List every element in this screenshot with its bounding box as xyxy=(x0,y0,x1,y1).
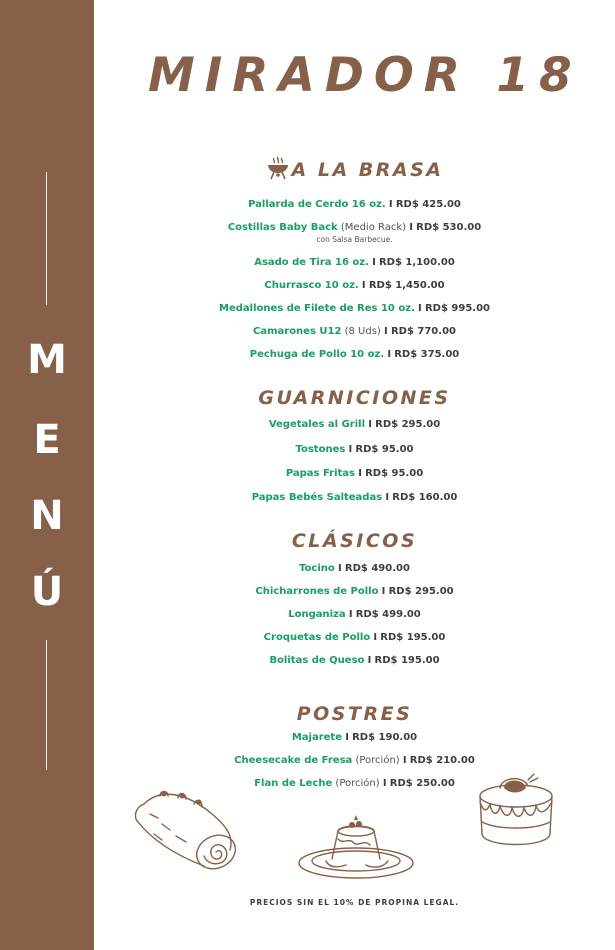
item-separator: I xyxy=(381,586,386,597)
item-separator: I xyxy=(387,349,392,360)
item-price: RD$ 995.00 xyxy=(424,303,490,314)
item-name: Asado de Tira 16 oz. xyxy=(254,257,369,268)
menu-item xyxy=(94,754,615,768)
item-name: Camarones U12 xyxy=(253,326,342,337)
item-separator: I xyxy=(345,732,349,743)
item-price: RD$ 499.00 xyxy=(355,609,421,620)
item-name: Flan de Leche xyxy=(254,778,333,789)
item-price: RD$ 1,450.00 xyxy=(368,280,445,291)
item-price: RD$ 770.00 xyxy=(390,326,456,337)
item-note: (8 Uds) xyxy=(341,326,381,337)
item-separator: I xyxy=(368,419,372,430)
footer-note: PRECIOS SIN EL 10% DE PROPINA LEGAL. xyxy=(249,898,460,907)
restaurant-title: MIRADOR 18 xyxy=(148,48,582,103)
item-name: Longaniza xyxy=(288,609,346,620)
menu-item xyxy=(94,443,615,457)
item-separator: I xyxy=(388,199,393,210)
menu-item xyxy=(94,221,615,235)
item-name: Tocino xyxy=(299,563,335,574)
item-price: RD$ 195.00 xyxy=(380,632,446,643)
item-price: RD$ 375.00 xyxy=(394,349,460,360)
grill-icon xyxy=(266,156,290,186)
item-price: RD$ 210.00 xyxy=(409,755,475,766)
item-separator: I xyxy=(361,280,366,291)
menu-sidebar xyxy=(0,0,94,950)
item-price: RD$ 195.00 xyxy=(374,655,440,666)
item-separator: I xyxy=(367,655,372,666)
item-name: Majarete xyxy=(291,732,342,743)
item-price: RD$ 95.00 xyxy=(365,468,424,479)
item-separator: I xyxy=(348,609,353,620)
sidebar-letter-u: Ú xyxy=(30,569,64,615)
swiss-roll-illustration xyxy=(130,782,242,872)
section-title-postres: POSTRES xyxy=(296,703,413,725)
item-name: Vegetales al Grill xyxy=(268,419,366,430)
item-price: RD$ 160.00 xyxy=(392,492,458,503)
item-name: Chicharrones de Pollo xyxy=(255,586,379,597)
sidebar-divider-top xyxy=(46,172,47,305)
section-title-guarniciones: GUARNICIONES xyxy=(258,387,451,409)
menu-item xyxy=(94,562,615,576)
item-separator: I xyxy=(382,778,387,789)
item-separator: I xyxy=(372,257,376,268)
cake-illustration xyxy=(474,772,560,862)
item-separator: I xyxy=(373,632,378,643)
item-name: Papas Bebés Salteadas xyxy=(251,492,383,503)
item-separator: I xyxy=(337,563,342,574)
item-name: Croquetas de Pollo xyxy=(263,632,371,643)
item-name: Churrasco 10 oz. xyxy=(264,280,359,291)
flan-illustration xyxy=(296,815,416,883)
sidebar-letter-e: E xyxy=(33,417,61,463)
sidebar-letter-n: N xyxy=(30,493,64,539)
item-name: Papas Fritas xyxy=(285,468,355,479)
item-separator: I xyxy=(402,755,407,766)
item-price: RD$ 295.00 xyxy=(388,586,454,597)
sidebar-divider-bottom xyxy=(46,640,47,770)
menu-item xyxy=(94,256,615,270)
menu-item xyxy=(94,418,615,432)
section-title-text: A LA BRASA xyxy=(291,159,444,181)
item-name: Bolitas de Queso xyxy=(269,655,365,666)
menu-item xyxy=(94,731,615,745)
menu-item xyxy=(94,198,615,212)
item-price: RD$ 490.00 xyxy=(344,563,410,574)
item-subnote: con Salsa Barbecue. xyxy=(316,235,393,244)
menu-item xyxy=(94,325,615,339)
item-separator: I xyxy=(418,303,422,314)
sidebar-letter-m: M xyxy=(27,337,67,383)
item-separator: I xyxy=(358,468,362,479)
item-note: (Porción) xyxy=(352,755,400,766)
item-separator: I xyxy=(348,444,353,455)
item-separator: I xyxy=(409,222,413,233)
item-price: RD$ 530.00 xyxy=(416,222,482,233)
menu-item xyxy=(94,654,615,668)
menu-item xyxy=(94,491,615,505)
item-price: RD$ 1,100.00 xyxy=(378,257,455,268)
menu-item xyxy=(94,631,615,645)
item-price: RD$ 425.00 xyxy=(395,199,461,210)
item-price: RD$ 190.00 xyxy=(352,732,418,743)
item-name: Costillas Baby Back xyxy=(227,222,338,233)
item-name: Tostones xyxy=(295,444,346,455)
item-name: Cheesecake de Fresa xyxy=(234,755,353,766)
item-price: RD$ 295.00 xyxy=(375,419,441,430)
item-name: Pallarda de Cerdo 16 oz. xyxy=(248,199,386,210)
menu-item xyxy=(94,608,615,622)
item-separator: I xyxy=(385,492,390,503)
item-price: RD$ 250.00 xyxy=(389,778,455,789)
item-separator: I xyxy=(384,326,388,337)
menu-item xyxy=(94,279,615,293)
item-note: (Medio Rack) xyxy=(337,222,407,233)
menu-item xyxy=(94,302,615,316)
menu-item xyxy=(94,585,615,599)
menu-item xyxy=(94,348,615,362)
item-note: (Porción) xyxy=(332,778,380,789)
item-price: RD$ 95.00 xyxy=(355,444,414,455)
item-name: Pechuga de Pollo 10 oz. xyxy=(249,349,385,360)
item-name: Medallones de Filete de Res 10 oz. xyxy=(219,303,415,314)
section-title-a-la-brasa xyxy=(94,156,615,186)
menu-item xyxy=(94,467,615,481)
section-title-clasicos: CLÁSICOS xyxy=(291,530,418,552)
